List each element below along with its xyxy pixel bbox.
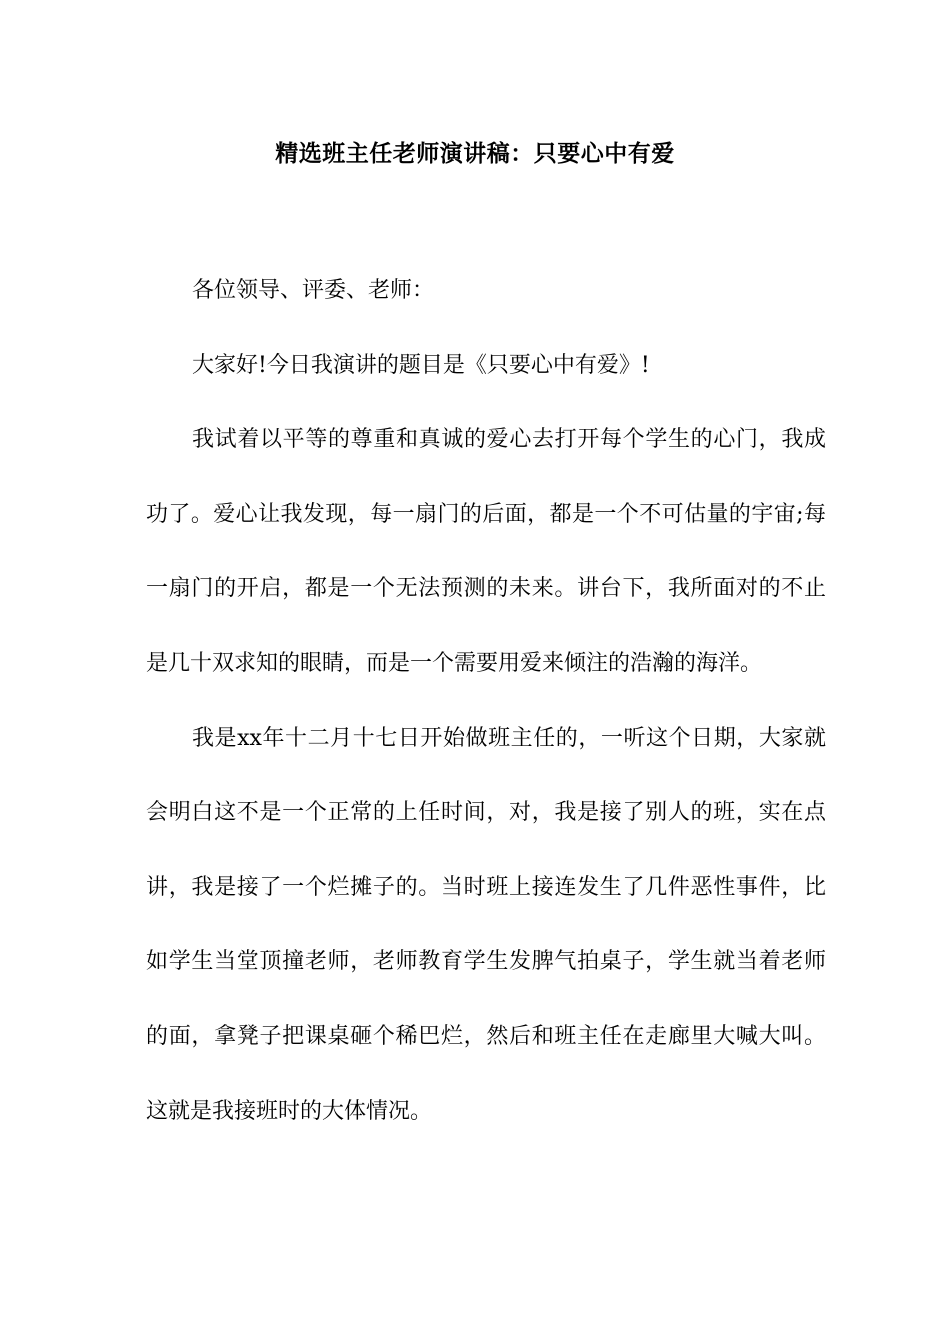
paragraph-salutation: 各位领导、评委、老师： [192, 278, 435, 303]
paragraph-love: 我试着以平等的尊重和真诚的爱心去打开每个学生的心门，我成功了。爱心让我发现，每一扇门的后面，都是一个不可估量的宇宙;每一扇门的开启，都是一个无法预测的未来。讲台下，我所面对的不止是几十双求知的眼睛，而是一个需要用爱来倾注的浩瀚的海洋。 [146, 427, 826, 676]
document-body [146, 254, 826, 1149]
paragraph-greeting: 大家好!今日我演讲的题目是《只要心中有爱》! [192, 352, 650, 378]
document-title: 精选班主任老师演讲稿：只要心中有爱 [275, 140, 675, 167]
paragraph-class-history: 我是xx年十二月十七日开始做班主任的，一听这个日期，大家就会明白这不是一个正常的上任时间，对，我是接了别人的班，实在点讲，我是接了一个烂摊子的。当时班上接连发生了几件恶性事件，比如学生当堂顶撞老师，老师教育学生发脾气拍桌子，学生就当着老师的面，拿凳子把课桌砸个稀巴烂，然后和班主任在走廊里大喊大叫。这就是我接班时的大体情况。 [146, 725, 826, 1124]
